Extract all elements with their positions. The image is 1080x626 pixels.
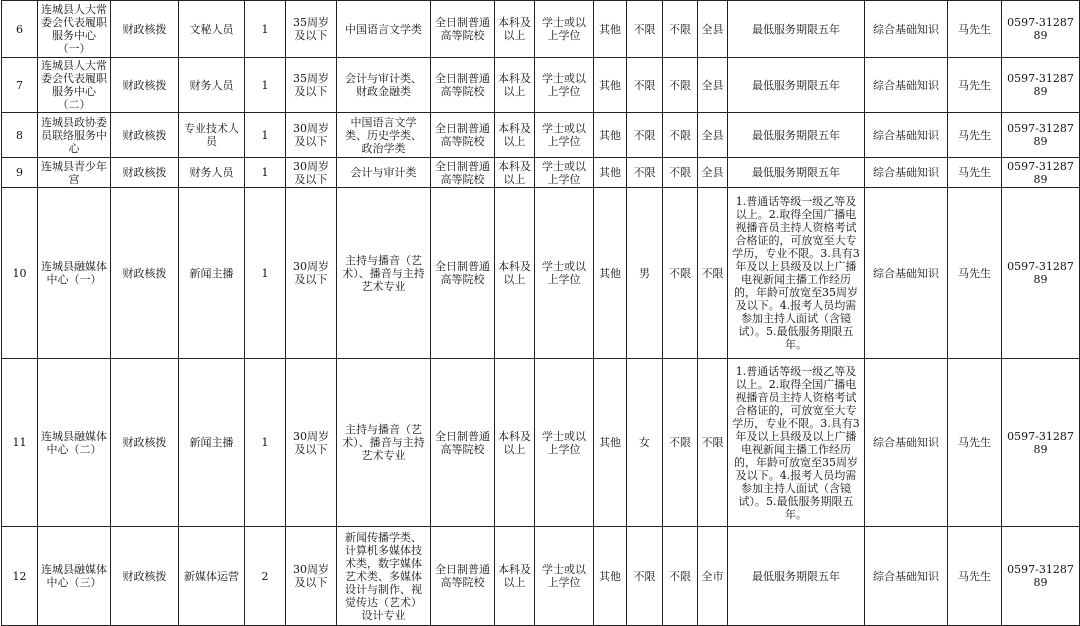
cell-note: 最低服务期限五年	[728, 58, 865, 113]
cell-major: 会计与审计类	[337, 158, 431, 188]
cell-age: 30周岁及以下	[286, 188, 337, 359]
cell-count: 1	[245, 188, 286, 359]
cell-degree: 学士或以上学位	[535, 1, 594, 58]
cell-edu: 本科及以上	[495, 527, 535, 626]
cell-note: 1.普通话等级一级乙等及以上。2.取得全国广播电视播音员主持人资格考试合格证的，可放宽至大专学历，专业不限。3.具有3年及以上县级及以上广播电视新闻主播工作经历的，年龄可放宽至35周岁及以下。4.报考人员均需参加主持人面试（含镜试）。5.最低服务期限五年。	[728, 188, 865, 359]
cell-note: 最低服务期限五年	[728, 113, 865, 158]
cell-position: 新闻主播	[179, 188, 245, 359]
cell-unit: 连城县人大常委会代表履职服务中心（一）	[38, 1, 111, 58]
cell-edu-type: 全日制普通高等院校	[431, 158, 495, 188]
cell-funding: 财政核拨	[111, 1, 179, 58]
cell-funding: 财政核拨	[111, 158, 179, 188]
cell-exam: 综合基础知识	[865, 58, 948, 113]
cell-age: 30周岁及以下	[286, 527, 337, 626]
cell-degree: 学士或以上学位	[535, 188, 594, 359]
cell-major: 中国语言文学类	[337, 1, 431, 58]
cell-funding: 财政核拨	[111, 58, 179, 113]
cell-exam: 综合基础知识	[865, 1, 948, 58]
cell-area: 全县	[698, 58, 728, 113]
table-row	[2, 359, 1080, 527]
table-row	[2, 188, 1080, 359]
cell-gender: 不限	[627, 527, 663, 626]
cell-gender: 男	[627, 188, 663, 359]
cell-ethnic: 不限	[663, 158, 698, 188]
cell-major: 主持与播音（艺术）、播音与主持艺术专业	[337, 188, 431, 359]
cell-edu-type: 全日制普通高等院校	[431, 113, 495, 158]
cell-degree: 学士或以上学位	[535, 359, 594, 527]
cell-age: 30周岁及以下	[286, 158, 337, 188]
cell-contact: 马先生	[948, 113, 1002, 158]
cell-ethnic: 不限	[663, 1, 698, 58]
cell-category: 其他	[594, 1, 627, 58]
cell-seq: 6	[2, 1, 38, 58]
cell-phone: 0597-3128789	[1002, 1, 1080, 58]
cell-degree: 学士或以上学位	[535, 527, 594, 626]
cell-seq: 11	[2, 359, 38, 527]
cell-seq: 12	[2, 527, 38, 626]
cell-phone: 0597-3128789	[1002, 188, 1080, 359]
cell-exam: 综合基础知识	[865, 188, 948, 359]
cell-unit: 连城县融媒体中心（一）	[38, 188, 111, 359]
cell-position: 专业技术人员	[179, 113, 245, 158]
cell-age: 30周岁及以下	[286, 113, 337, 158]
cell-area: 全县	[698, 158, 728, 188]
cell-gender: 女	[627, 359, 663, 527]
cell-funding: 财政核拨	[111, 359, 179, 527]
cell-edu-type: 全日制普通高等院校	[431, 359, 495, 527]
cell-edu-type: 全日制普通高等院校	[431, 58, 495, 113]
cell-funding: 财政核拨	[111, 188, 179, 359]
cell-category: 其他	[594, 113, 627, 158]
cell-seq: 8	[2, 113, 38, 158]
table-row	[2, 158, 1080, 188]
cell-unit: 连城县政协委员联络服务中心	[38, 113, 111, 158]
cell-position: 新媒体运营	[179, 527, 245, 626]
cell-funding: 财政核拨	[111, 527, 179, 626]
cell-phone: 0597-3128789	[1002, 158, 1080, 188]
cell-count: 1	[245, 158, 286, 188]
cell-count: 2	[245, 527, 286, 626]
cell-ethnic: 不限	[663, 113, 698, 158]
cell-funding: 财政核拨	[111, 113, 179, 158]
cell-category: 其他	[594, 527, 627, 626]
cell-edu: 本科及以上	[495, 113, 535, 158]
cell-degree: 学士或以上学位	[535, 158, 594, 188]
table-row	[2, 113, 1080, 158]
cell-phone: 0597-3128789	[1002, 113, 1080, 158]
cell-major: 中国语言文学类、历史学类、政治学类	[337, 113, 431, 158]
cell-ethnic: 不限	[663, 527, 698, 626]
cell-ethnic: 不限	[663, 58, 698, 113]
cell-gender: 不限	[627, 58, 663, 113]
cell-note: 最低服务期限五年	[728, 158, 865, 188]
cell-exam: 综合基础知识	[865, 158, 948, 188]
cell-edu-type: 全日制普通高等院校	[431, 1, 495, 58]
cell-edu-type: 全日制普通高等院校	[431, 188, 495, 359]
cell-position: 新闻主播	[179, 359, 245, 527]
cell-gender: 不限	[627, 158, 663, 188]
cell-exam: 综合基础知识	[865, 113, 948, 158]
cell-phone: 0597-3128789	[1002, 359, 1080, 527]
cell-count: 1	[245, 359, 286, 527]
table-row	[2, 1, 1080, 58]
cell-position: 财务人员	[179, 58, 245, 113]
cell-edu: 本科及以上	[495, 158, 535, 188]
cell-area: 全市	[698, 527, 728, 626]
cell-unit: 连城县融媒体中心（二）	[38, 359, 111, 527]
cell-category: 其他	[594, 188, 627, 359]
cell-unit: 连城县人大常委会代表履职服务中心（二）	[38, 58, 111, 113]
cell-age: 35周岁及以下	[286, 58, 337, 113]
cell-category: 其他	[594, 158, 627, 188]
cell-phone: 0597-3128789	[1002, 527, 1080, 626]
cell-note: 最低服务期限五年	[728, 1, 865, 58]
cell-position: 财务人员	[179, 158, 245, 188]
cell-phone: 0597-3128789	[1002, 58, 1080, 113]
cell-area: 不限	[698, 188, 728, 359]
cell-edu: 本科及以上	[495, 1, 535, 58]
cell-gender: 不限	[627, 1, 663, 58]
cell-edu: 本科及以上	[495, 188, 535, 359]
cell-gender: 不限	[627, 113, 663, 158]
cell-ethnic: 不限	[663, 359, 698, 527]
cell-age: 30周岁及以下	[286, 359, 337, 527]
cell-unit: 连城县融媒体中心（三）	[38, 527, 111, 626]
cell-unit: 连城县青少年宫	[38, 158, 111, 188]
cell-contact: 马先生	[948, 359, 1002, 527]
cell-note: 最低服务期限五年	[728, 527, 865, 626]
cell-count: 1	[245, 1, 286, 58]
cell-degree: 学士或以上学位	[535, 113, 594, 158]
cell-major: 主持与播音（艺术）、播音与主持艺术专业	[337, 359, 431, 527]
cell-category: 其他	[594, 359, 627, 527]
cell-count: 1	[245, 113, 286, 158]
table-body	[2, 1, 1080, 626]
cell-note: 1.普通话等级一级乙等及以上。2.取得全国广播电视播音员主持人资格考试合格证的，可放宽至大专学历，专业不限。3.具有3年及以上县级及以上广播电视新闻主播工作经历的，年龄可放宽至35周岁及以下。4.报考人员均需参加主持人面试（含镜试）。5.最低服务期限五年。	[728, 359, 865, 527]
cell-area: 全县	[698, 1, 728, 58]
cell-major: 新闻传播学类、计算机多媒体技术类，数字媒体艺术类、多媒体设计与制作、视觉传达（艺术）设计专业	[337, 527, 431, 626]
cell-exam: 综合基础知识	[865, 359, 948, 527]
cell-degree: 学士或以上学位	[535, 58, 594, 113]
cell-category: 其他	[594, 58, 627, 113]
cell-seq: 9	[2, 158, 38, 188]
cell-exam: 综合基础知识	[865, 527, 948, 626]
recruitment-table	[1, 0, 1080, 626]
cell-area: 不限	[698, 359, 728, 527]
cell-position: 文秘人员	[179, 1, 245, 58]
cell-area: 全县	[698, 113, 728, 158]
cell-edu-type: 全日制普通高等院校	[431, 527, 495, 626]
cell-age: 35周岁及以下	[286, 1, 337, 58]
cell-contact: 马先生	[948, 527, 1002, 626]
cell-major: 会计与审计类、财政金融类	[337, 58, 431, 113]
cell-contact: 马先生	[948, 58, 1002, 113]
cell-contact: 马先生	[948, 1, 1002, 58]
cell-contact: 马先生	[948, 158, 1002, 188]
cell-edu: 本科及以上	[495, 359, 535, 527]
cell-contact: 马先生	[948, 188, 1002, 359]
table-row	[2, 58, 1080, 113]
cell-ethnic: 不限	[663, 188, 698, 359]
cell-edu: 本科及以上	[495, 58, 535, 113]
cell-seq: 10	[2, 188, 38, 359]
cell-count: 1	[245, 58, 286, 113]
table-row	[2, 527, 1080, 626]
cell-seq: 7	[2, 58, 38, 113]
